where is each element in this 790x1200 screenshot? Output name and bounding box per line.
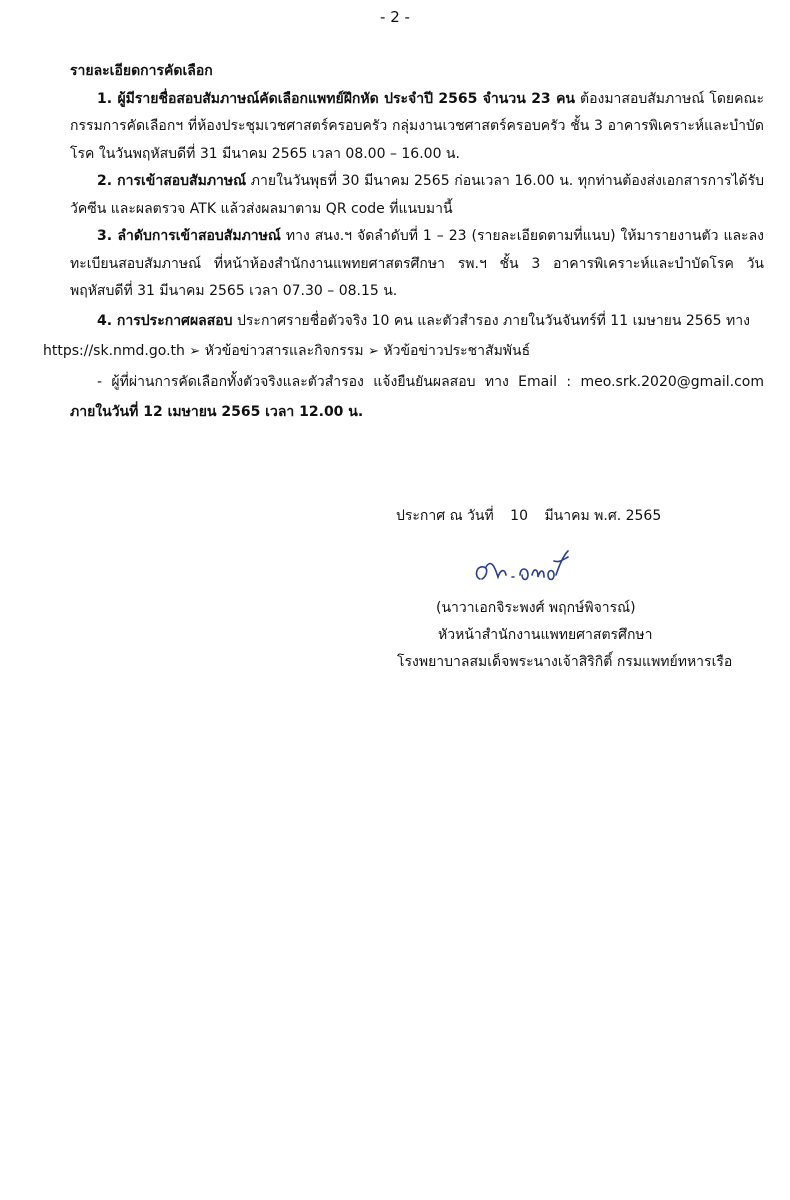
signature-image: [468, 545, 578, 595]
signer-name: (นาวาเอกจิระพงศ์ พฤกษ์พิจารณ์): [436, 600, 636, 616]
signer-title: หัวหน้าสำนักงานแพทยศาสตรศึกษา: [438, 627, 653, 643]
page-number: - 2 -: [380, 8, 410, 26]
announcement-date: [396, 505, 673, 527]
announce-day: 10: [510, 508, 528, 524]
note-text: - ผู้ที่ผ่านการคัดเลือกทั้งตัวจริงและตัวสำรอง แจ้งยืนยันผลสอบ ทาง Email : meo.srk.2020@gmail.com: [97, 373, 764, 390]
item-3: [70, 223, 764, 306]
item-2-bold: 2. การเข้าสอบสัมภาษณ์: [97, 173, 247, 189]
item-2-text: ภายในวันพุธที่ 30 มีนาคม 2565 ก่อนเวลา 16.00 น. ทุกท่านต้องส่งเอกสารการได้รับวัคซีน และผลตรวจ ATK แล้วส่งผลมาตาม QR code ที่แนบมานี้: [70, 173, 764, 217]
section-heading: รายละเอียดการคัดเลือก: [70, 63, 213, 79]
item-3-bold: 3. ลำดับการเข้าสอบสัมภาษณ์: [97, 228, 281, 244]
announce-month-year: มีนาคม พ.ศ. 2565: [544, 508, 662, 524]
item-4-bold: 4. การประกาศผลสอบ: [97, 312, 233, 329]
arrow-icon: ➢: [189, 343, 201, 359]
item-1: [70, 86, 764, 169]
signer-organization: โรงพยาบาลสมเด็จพระนางเจ้าสิริกิติ์ กรมแพทย์ทหารเรือ: [397, 654, 733, 670]
item-4: [43, 306, 764, 367]
nav-news-activities: หัวข้อข่าวสารและกิจกรรม: [204, 342, 364, 359]
website-link[interactable]: https://sk.nmd.go.th: [43, 342, 185, 359]
item-3-text: ทาง สนง.ฯ จัดลำดับที่ 1 – 23 (รายละเอียดตามที่แนบ) ให้มารายงานตัว และลงทะเบียนสอบสัมภาษณ์ ที่หน้าห้องสำนักงานแพทยศาสตรศึกษา รพ.ฯ ชั้น 3 อาคารพิเคราะห์และบำบัดโรค วันพฤหัสบดีที่ 31 มีนาคม 2565 เวลา 07.30 – 08.15 น.: [70, 228, 764, 299]
item-2: [70, 168, 764, 223]
item-4-text: ประกาศรายชื่อตัวจริง 10 คน และตัวสำรอง ภายในวันจันทร์ที่ 11 เมษายน 2565 ทาง: [232, 312, 750, 329]
note-deadline: ภายในวันที่ 12 เมษายน 2565 เวลา 12.00 น.: [70, 403, 364, 420]
document-body: [43, 58, 764, 427]
arrow-icon: ➢: [368, 343, 379, 359]
item-1-bold: 1. ผู้มีรายชื่อสอบสัมภาษณ์คัดเลือกแพทย์ฝึกหัด ประจำปี 2565 จำนวน 23 คน: [97, 90, 576, 107]
nav-public-relations: หัวข้อข่าวประชาสัมพันธ์: [383, 342, 531, 359]
announce-prefix: ประกาศ ณ วันที่: [396, 508, 494, 524]
confirmation-note: [70, 367, 764, 427]
item-1-text: ต้องมาสอบสัมภาษณ์ โดยคณะกรรมการคัดเลือกฯ ที่ห้องประชุมเวชศาสตร์ครอบครัว กลุ่มงานเวชศาสตร์ครอบครัว ชั้น 3 อาคารพิเคราะห์และบำบัดโรค ในวันพฤหัสบดีที่ 31 มีนาคม 2565 เวลา 08.00 – 16.00 น.: [70, 90, 764, 162]
